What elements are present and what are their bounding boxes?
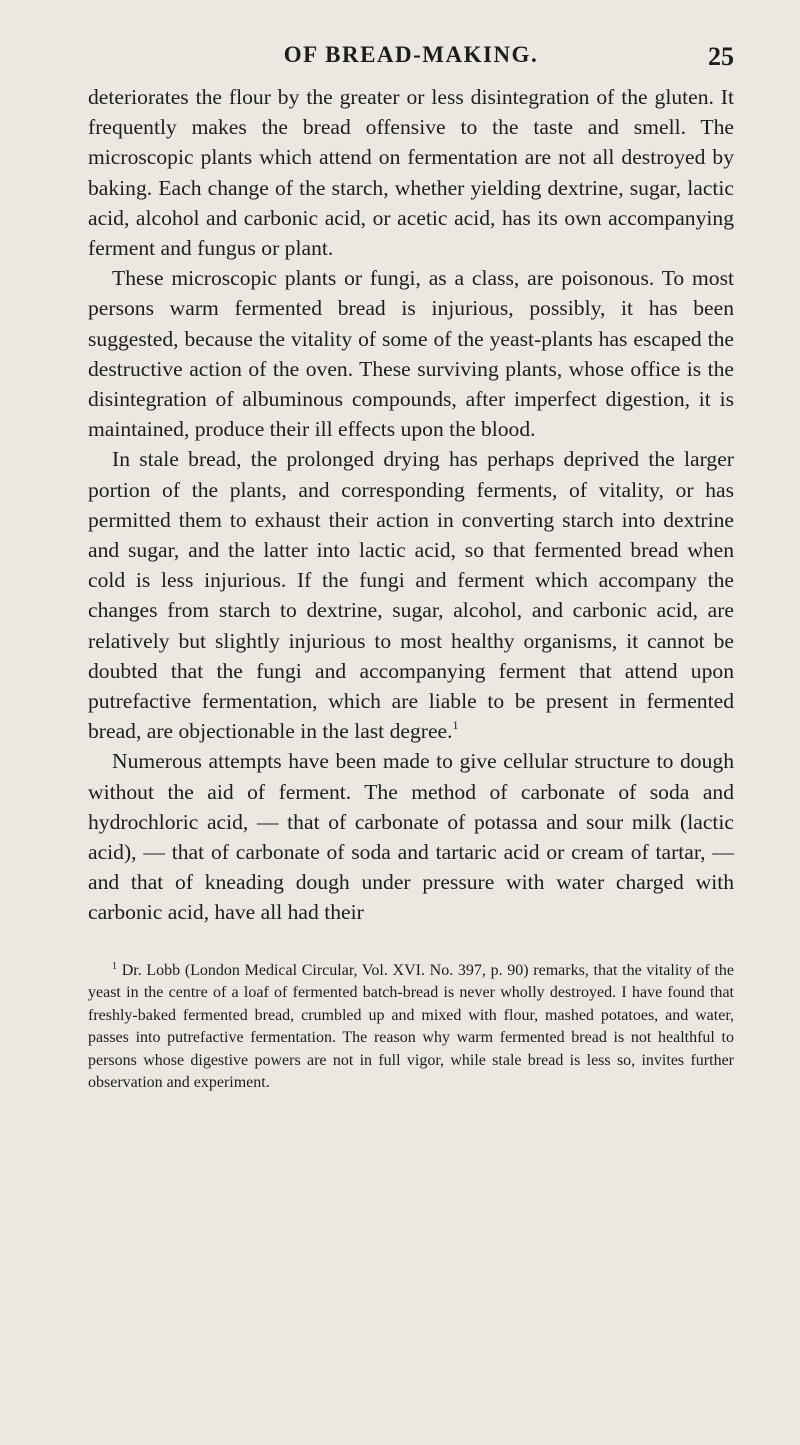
footnote bbox=[88, 960, 734, 1095]
body-text bbox=[88, 82, 734, 928]
running-title: OF BREAD-MAKING. bbox=[283, 42, 539, 67]
paragraph-1: deteriorates the flour by the greater or less disintegration of the gluten. It frequently makes the bread offensive to the taste and smell. The microscopic plants which attend on fermentation are not all destroyed by baking. Each change of the starch, whether yielding dextrine, sugar, lactic acid, alcohol and carbonic acid, or acetic acid, has its own accompanying ferment and fungus or plant. bbox=[88, 85, 734, 261]
footnote-reference: 1 bbox=[452, 718, 459, 733]
footnotes bbox=[88, 960, 734, 1095]
paragraph-3-text: In stale bread, the prolonged drying has perhaps deprived the larger portion of the plants, and corresponding ferments, of vitality, or has permitted them to exhaust their action in converting starch into dextrine and sugar, and the latter into lactic acid, so that fermented bread when cold is less injurious. If the fungi and ferment which accompany the changes from starch to dextrine, sugar, alcohol, and carbonic acid, are relatively but slightly injurious to most healthy organisms, it cannot be doubted that the fungi and accompanying ferment that attend upon putrefactive fermentation, which are liable to be present in fermented bread, are objectionable in the last degree. bbox=[88, 447, 734, 744]
running-head bbox=[88, 42, 734, 82]
footnote-text: Dr. Lobb (London Medical Circular, Vol. XVI. No. 397, p. 90) remarks, that the vitality of the yeast in the centre of a loaf of fermented batch-bread is never wholly destroyed. I have found that freshly-baked fermented bread, crumbled up and mixed with flour, mashed potatoes, and water, passes into putrefactive fermentation. The reason why warm fermented bread is not healthful to persons whose digestive powers are not in full vigor, while stale bread is less so, invites further observation and experiment. bbox=[88, 961, 734, 1092]
paragraph-4: Numerous attempts have been made to give cellular structure to dough without the aid of ferment. The method of carbonate of soda and hydrochloric acid, — that of carbonate of potassa and sour milk (lactic acid), — that of carbonate of soda and tartaric acid or cream of tartar, — and that of kneading dough under pressure with water charged with carbonic acid, have all had their bbox=[88, 749, 734, 925]
footnote-marker: 1 bbox=[112, 960, 117, 972]
page-number: 25 bbox=[708, 42, 734, 71]
paragraph-3 bbox=[88, 444, 734, 746]
paragraph-2: These microscopic plants or fungi, as a class, are poisonous. To most persons warm fermented bread is injurious, possibly, it has been suggested, because the vitality of some of the yeast-plants has escaped the destructive action of the oven. These surviving plants, whose office is the disintegration of albuminous compounds, after imperfect digestion, it is maintained, produce their ill effects upon the blood. bbox=[88, 266, 734, 442]
